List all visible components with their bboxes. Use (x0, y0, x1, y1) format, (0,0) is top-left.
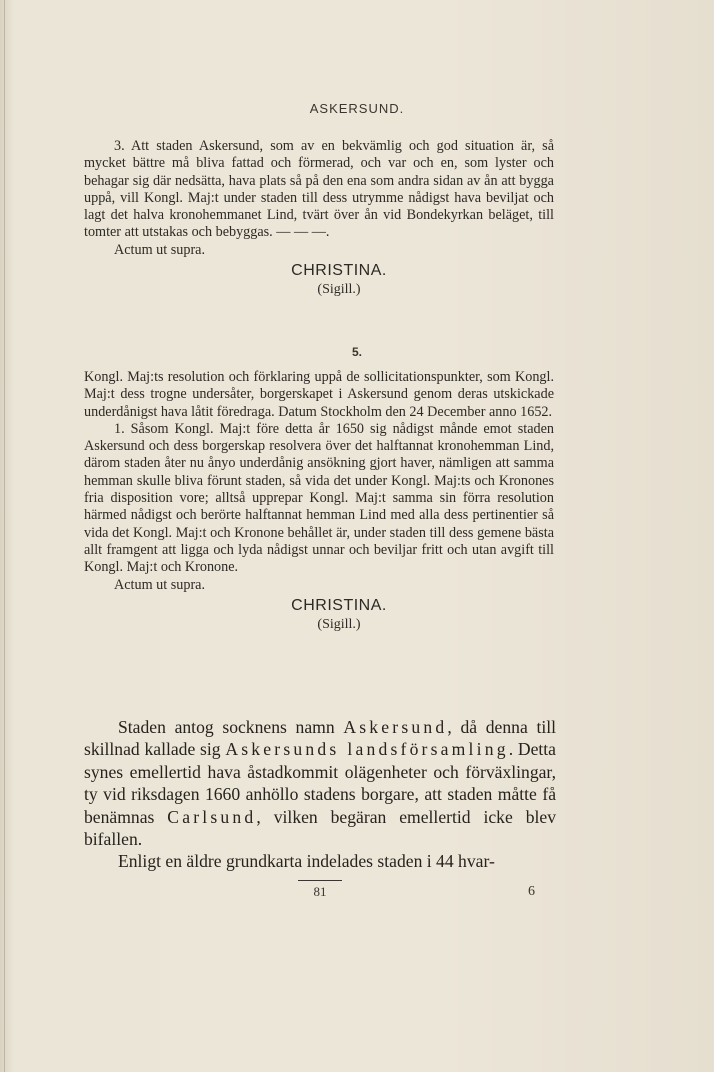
document-5-intro: Kongl. Maj:ts resolution och förklaring uppå de sollicitationspunkter, som Kongl. Maj:t dess trogne undersåter, borgerskapet i Askersund genom deras utskickade underdånigst hava låtit föredraga. Datum Stockholm den 24 December anno 1652. (84, 369, 554, 420)
body-paragraph-1: Staden antog socknens namn Askersund, då denna till skillnad kallade sig Askersunds landsförsamling. Detta synes emellertid hava åstadkommit olägenheter och förväxlingar, ty vid riksdagen 1660 anhöllo stadens borgare, att staden måtte få benämnas Carlsund, vilken begäran emellertid icke blev bifallen. (84, 717, 556, 850)
document-5-seal: (Sigill.) (317, 617, 361, 633)
document-3-signature: CHRISTINA. (291, 262, 387, 280)
page-number: 6 (528, 884, 535, 899)
body-text (84, 716, 556, 873)
document-3-closing: Actum ut supra. (114, 241, 206, 258)
document-3-paragraph: 3. Att staden Askersund, som av en bekvämlig och god situation är, så mycket bättre må bliva fattad och förmerad, och var och en, som lyster och behagar sig där nedsätta, hava plats så på den ena som andra sidan av ån att bygga uppå, vill Kongl. Maj:t under staden till dess utrymme nådigst hava beviljat och lagt det halva kronohemmanet Lind, tvärt över ån vid Bondekyrkan beläget, till tomter att utstakas och bebyggas. — — —. (84, 138, 554, 241)
document-5-signature: CHRISTINA. (291, 596, 387, 614)
document-5-closing: Actum ut supra. (114, 576, 206, 593)
spaced-name-landsforsamling: Askersunds landsförsamling (225, 739, 509, 760)
spaced-name-carlsund: Carlsund (167, 806, 257, 827)
body-paragraph-2: Enligt en äldre grundkarta indelades staden i 44 hvar- (118, 851, 495, 872)
document-number: 5. (351, 345, 362, 359)
document-5-block (84, 369, 554, 633)
running-head: ASKERSUND. (309, 101, 405, 116)
signature-mark: 81 (313, 884, 327, 899)
document-5-paragraph: 1. Såsom Kongl. Maj:t före detta år 1650 sig nådigst månde emot staden Askersund och dess borgerskap resolvera över det halftannat kronohemman Lind, därom staden åter nu ånyo underdånig ansökning gjort haver, nämligen att samma hemman skulle bliva förunt staden, så vida det under Kongl. Maj:ts och Kronones fria disposition vore; alltså upprepar Kongl. Maj:t samma sin förra resolution härmed nådigst och berörte halftannat hemman Lind med alla dess pertinentier så vida det Kongl. Maj:t och Kronone behållet är, under staden till dess gemene bästa allt framgent att ligga och lyda nådigst unnar och beviljar fritt och utan avgift till Kongl. Maj:t och Kronone. (84, 420, 554, 576)
page-edge (4, 0, 5, 1072)
spaced-name-askersund: Askersund (343, 717, 448, 737)
document-3-block (84, 138, 554, 299)
signature-mark-rule (298, 880, 342, 881)
document-3-seal: (Sigill.) (317, 282, 361, 298)
